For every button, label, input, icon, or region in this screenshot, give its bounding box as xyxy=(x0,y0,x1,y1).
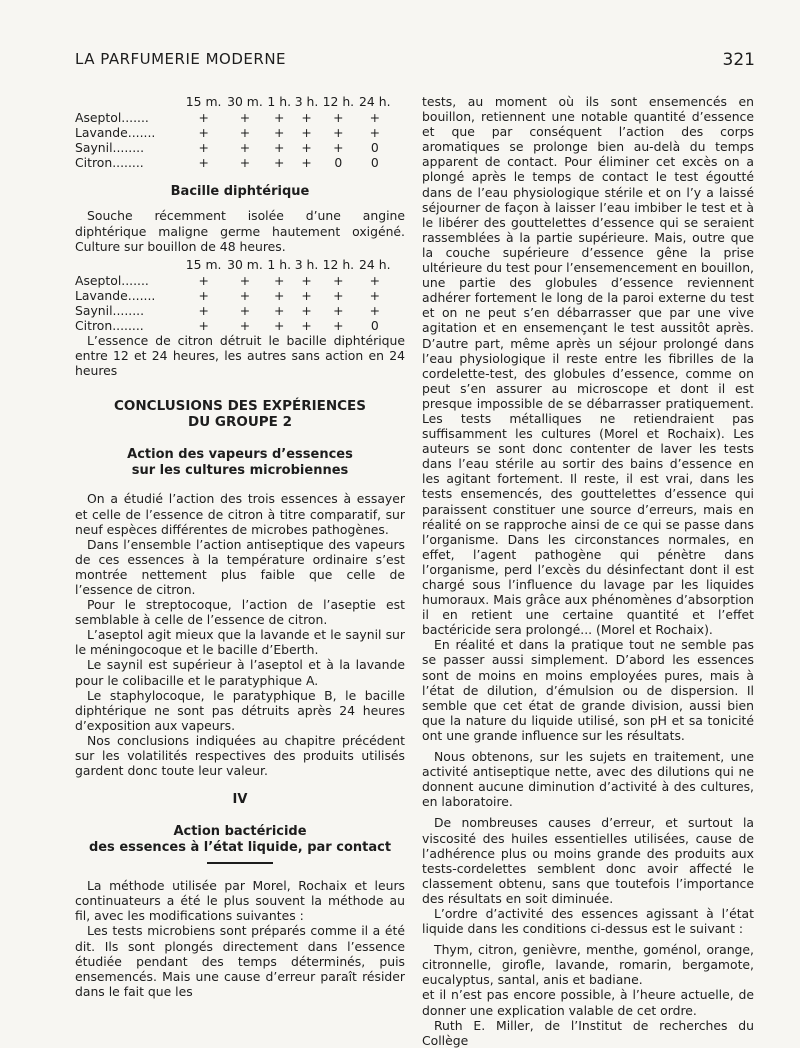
table-cell: + xyxy=(274,272,285,288)
table-row xyxy=(75,110,393,125)
conclusions-title-line1: CONCLUSIONS DES EXPÉRIENCES xyxy=(113,398,366,415)
paragraph: Le staphylocoque, le paratyphique B, le bacille diphtérique ne sont pas détruits après 24 heures d’exposition aux vapeurs. xyxy=(75,687,405,733)
right-column xyxy=(422,94,754,1048)
conclusions-title xyxy=(75,398,405,430)
table-cell: + xyxy=(239,287,251,303)
column-header: 15 m. xyxy=(185,94,222,110)
table-cell: + xyxy=(198,272,209,288)
row-label: Saynil........ xyxy=(75,140,145,156)
table-row xyxy=(75,140,393,155)
table-cell: + xyxy=(274,287,285,303)
left-column xyxy=(75,94,405,999)
table-cell: + xyxy=(301,318,312,334)
column-header: 24 h. xyxy=(359,94,391,110)
table-cell: + xyxy=(274,140,285,156)
table-header-row xyxy=(75,94,393,110)
table-cell: + xyxy=(198,110,209,125)
paragraph: Nous obtenons, sur les sujets en traitement, une activité antiseptique nette, avec des dilutions qui ne donnent aucune diminution d’activité à des cultures, en laboratoire. xyxy=(422,749,754,810)
page-number: 321 xyxy=(722,50,755,70)
table-cell: + xyxy=(198,155,209,171)
paragraph: L’aseptol agit mieux que la lavande et le saynil sur le méningocoque et le bacille d’Eberth. xyxy=(75,627,405,658)
table-cell: + xyxy=(274,302,285,318)
column-header: 12 h. xyxy=(322,94,355,110)
results-table-2 xyxy=(75,257,393,333)
table-cell: 0 xyxy=(370,140,379,156)
table-cell: + xyxy=(301,110,312,125)
paragraph: De nombreuses causes d’erreur, et surtout la viscosité des huiles essentielles utilisées, cause de l’adhérence plus ou moins grande des produits aux tests-cordelettes semblent donc avoir affecté le classement obtenu, sans que toutefois l’importance des résultats en soit diminuée. xyxy=(422,815,754,906)
table-cell: + xyxy=(198,140,209,156)
row-label: Aseptol....... xyxy=(75,272,149,288)
table-cell: + xyxy=(239,140,251,156)
table-cell: + xyxy=(301,287,312,303)
column-header: 1 h. xyxy=(267,94,292,110)
results-table-1 xyxy=(75,94,393,170)
column-header: 30 m. xyxy=(227,94,263,110)
table-cell: + xyxy=(369,302,380,318)
table-row xyxy=(75,155,393,170)
conclusions-subtitle-line2: sur les cultures microbiennes xyxy=(131,463,349,479)
column-header: 24 h. xyxy=(359,257,391,273)
table-row xyxy=(75,303,393,318)
paragraph: Thym, citron, genièvre, menthe, goménol, orange, citronnelle, girofle, lavande, romarin, bergamote, eucalyptus, santal, anis et badiane. xyxy=(422,942,754,988)
table-cell: + xyxy=(369,272,380,288)
row-label: Saynil........ xyxy=(75,302,145,318)
page-header xyxy=(75,50,755,72)
column-header: 30 m. xyxy=(227,257,263,273)
paragraph: En réalité et dans la pratique tout ne semble pas se passer aussi simplement. D’abord les essences sont de moins en moins employées pures, mais à l’état de dilution, d’émulsion ou de dispersion. Il semble que cet état de grande division, aussi bien que la nature du liquide utilisé, son pH et sa tonicité ont une grande influence sur les résultats. xyxy=(422,637,754,743)
table-cell: + xyxy=(239,302,251,318)
table-cell: + xyxy=(239,110,251,125)
table-cell: + xyxy=(333,318,344,334)
table-cell: + xyxy=(198,287,209,303)
section4-title-line1: Action bactéricide xyxy=(173,824,307,840)
table-cell: + xyxy=(333,287,344,303)
table-cell: + xyxy=(239,125,251,141)
table-cell: + xyxy=(301,302,312,318)
table-row xyxy=(75,273,393,288)
column-header: 3 h. xyxy=(294,94,319,110)
column-header: 15 m. xyxy=(185,257,222,273)
row-label: Citron........ xyxy=(75,155,144,171)
column-header: 1 h. xyxy=(267,257,292,273)
paragraph: Ruth E. Miller, de l’Institut de recherches du Collège xyxy=(422,1017,754,1048)
table-cell: + xyxy=(239,318,251,334)
paragraph: La méthode utilisée par Morel, Rochaix et leurs continuateurs a été le plus souvent la méthode au fil, avec les modifications suivantes : xyxy=(75,878,405,924)
paragraph: Les tests microbiens sont préparés comme il a été dit. Ils sont plongés directement dans l’essence étudiée pendant des temps déterminés, puis ensemencés. Mais une cause d’erreur paraît résider dans le fait que les xyxy=(75,923,405,999)
table-row xyxy=(75,318,393,333)
table-cell: + xyxy=(274,110,285,125)
paragraph: et il n’est pas encore possible, à l’heure actuelle, de donner une explication valable de cet ordre. xyxy=(422,987,754,1018)
table-cell: + xyxy=(198,125,209,141)
table-cell: + xyxy=(333,272,344,288)
table-cell: + xyxy=(198,318,209,334)
table-cell: + xyxy=(333,302,344,318)
table-cell: + xyxy=(369,125,380,141)
table-cell: + xyxy=(198,302,209,318)
table-cell: + xyxy=(333,140,344,156)
table-cell: 0 xyxy=(334,155,343,171)
conclusions-title-line2: DU GROUPE 2 xyxy=(188,414,292,431)
paragraph: L’ordre d’activité des essences agissant à l’état liquide dans les conditions ci-dessus est le suivant : xyxy=(422,905,754,937)
table-cell: + xyxy=(274,318,285,334)
table-cell: + xyxy=(369,110,380,125)
row-label: Citron........ xyxy=(75,318,144,334)
column-header: 3 h. xyxy=(294,257,319,273)
table-row xyxy=(75,125,393,140)
table-cell: + xyxy=(274,155,285,171)
table-cell: + xyxy=(333,110,344,125)
row-label: Aseptol....... xyxy=(75,110,149,125)
table-cell: + xyxy=(239,155,251,171)
table-cell: + xyxy=(301,140,312,156)
column-header: 12 h. xyxy=(322,257,355,273)
table-cell: + xyxy=(369,287,380,303)
conclusions-subtitle-line1: Action des vapeurs d’essences xyxy=(127,447,353,463)
paragraph: tests, au moment où ils sont ensemencés en bouillon, retiennent une notable quantité d’essence et que par conséquent l’action des corps aromatiques se prolonge bien au-delà du temps apparent de contact. Pour éliminer cet excès on a plongé après le temps de contact le test égoutté dans de l’eau physiologique stérile et on l’y a laissé séjourner de façon à laisser l’eau imbiber le test et à le libérer des gouttelettes d’essence qui se seraient rassemblées à la partie supérieure. Mais, outre que la couche supérieure d’essence gêne la prise ultérieure du test pour l’ensemencement en bouillon, une partie des globules d’essence reviennent adhérer fortement le long de la paroi externe du test et on ne peut s’en débarrasser que par une vive agitation et en ensemençant le test aussitôt après. D’autre part, même après un séjour prolongé dans l’eau physiologique il reste entre les fibrilles de la cordelette-test, des globules d’essence, comme on peut s’en assurer au microscope et dont il est presque impossible de se débarrasser pratiquement. Les tests métalliques ne retiendraient pas suffisamment les cultures (Morel et Rochaix). Les auteurs se sont donc contenter de laver les tests dans l’eau stérile au sortir des bains d’essence en les agitant fortement. Il reste, il est vrai, dans les tests ensemencés, des gouttelettes d’essence qui paraissent constituer une source d’erreurs, mais en réalité on se rapproche ainsi de ce qui se passe dans l’organisme. Dans les circonstances normales, en effet, l’agent pathogène qui pénètre dans l’organisme, perd l’excès du désinfectant dont il est chargé sous l’influence du lavage par les liquides humoraux. Mais grâce aux phénomènes d’absorption il en retient une certaine quantité et l’effet bactéricide sera prolongé... (Morel et Rochaix). xyxy=(422,94,754,638)
paragraph: Pour le streptocoque, l’action de l’aseptie est semblable à celle de l’essence de citron. xyxy=(75,597,405,628)
row-label: Lavande....... xyxy=(75,287,156,303)
table-cell: 0 xyxy=(370,318,379,334)
table-cell: + xyxy=(301,272,312,288)
section4-title-line2: des essences à l’état liquide, par contact xyxy=(88,840,392,856)
table-header-row xyxy=(75,257,393,273)
table-cell: 0 xyxy=(370,155,379,171)
table-cell: + xyxy=(301,155,312,171)
table-row xyxy=(75,288,393,303)
section-heading: Bacille diphtérique xyxy=(170,184,310,200)
paragraph: Le saynil est supérieur à l’aseptol et à la lavande pour le colibacille et le paratyphique A. xyxy=(75,657,405,688)
paragraph: Dans l’ensemble l’action antiseptique des vapeurs de ces essences à la température ordinaire s’est montrée nettement plus faible que celle de l’essence de citron. xyxy=(75,536,405,597)
paragraph: L’essence de citron détruit le bacille diphtérique entre 12 et 24 heures, les autres sans action en 24 heures xyxy=(75,333,405,379)
paragraph: Nos conclusions indiquées au chapitre précédent sur les volatilités respectives des produits utilisés gardent donc toute leur valeur. xyxy=(75,732,405,779)
paragraph: Souche récemment isolée d’une angine diphtérique maligne germe hautement oxigéné. Culture sur bouillon de 48 heures. xyxy=(75,208,405,254)
table-cell: + xyxy=(274,125,285,141)
table-cell: + xyxy=(301,125,312,141)
paragraph: On a étudié l’action des trois essences à essayer et celle de l’essence de citron à titre comparatif, sur neuf espèces différentes de microbes pathogènes. xyxy=(75,491,405,537)
section4-title xyxy=(75,824,405,856)
running-title: LA PARFUMERIE MODERNE xyxy=(75,50,287,68)
table-cell: + xyxy=(239,272,251,288)
conclusions-subtitle xyxy=(75,447,405,479)
section-numeral: IV xyxy=(232,792,248,808)
row-label: Lavande....... xyxy=(75,125,156,141)
table-cell: + xyxy=(333,125,344,141)
